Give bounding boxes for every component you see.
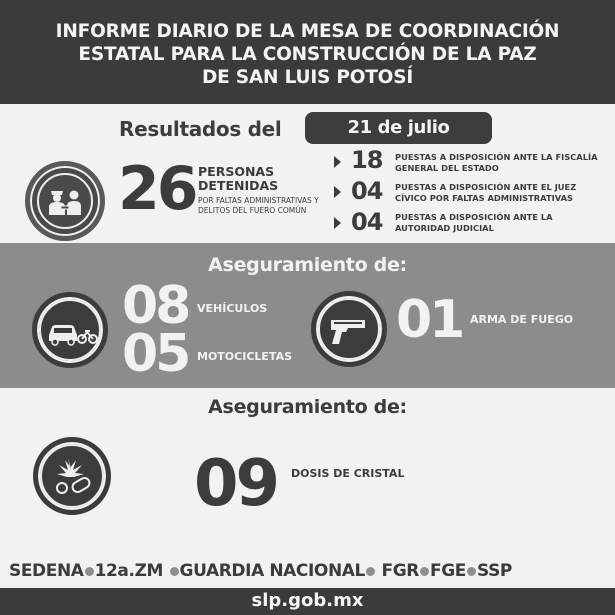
results-title: Resultados del xyxy=(119,117,282,141)
footer-url[interactable]: slp.gob.mx xyxy=(251,590,364,611)
firearm-count: 01 xyxy=(396,290,463,350)
agency-label: 12a.ZM xyxy=(94,561,164,581)
detained-label xyxy=(198,165,278,193)
agency-label: SEDENA xyxy=(9,561,84,581)
separator-dot xyxy=(85,567,94,576)
breakdown-number: 04 xyxy=(351,208,383,236)
separator-dot xyxy=(170,567,179,576)
results-section xyxy=(0,104,615,243)
agency-label: FGE xyxy=(430,561,466,581)
header-line-2: ESTATAL PARA LA CONSTRUCCIÓN DE LA PAZ xyxy=(78,44,537,65)
vehicles-label: VEHÍCULOS xyxy=(197,302,268,315)
doses-label: DOSIS DE CRISTAL xyxy=(291,467,405,480)
detained-label-line2: DETENIDAS xyxy=(198,178,279,193)
separator-dot xyxy=(366,567,375,576)
detained-label-line1: PERSONAS xyxy=(198,164,275,179)
breakdown-text: PUESTAS A DISPOSICIÓN ANTE LA FISCALÍA GENERAL DEL ESTADO xyxy=(395,152,598,173)
breakdown-text: PUESTAS A DISPOSICIÓN ANTE EL JUEZ CÍVICO POR FALTAS ADMINISTRATIVAS xyxy=(395,182,577,203)
header-line-3: DE SAN LUIS POTOSÍ xyxy=(201,67,414,88)
report-header xyxy=(0,0,615,104)
breakdown-number: 18 xyxy=(351,146,383,174)
car-motorcycle-icon xyxy=(32,292,108,368)
firearm-label: ARMA DE FUEGO xyxy=(470,313,574,326)
arrow-icon xyxy=(334,217,341,229)
breakdown-text: PUESTAS A DISPOSICIÓN ANTE LA AUTORIDAD JUDICIAL xyxy=(395,212,553,233)
motorcycles-count: 05 xyxy=(122,324,189,384)
drugs-icon xyxy=(33,437,111,515)
doses-count: 09 xyxy=(194,447,278,521)
arrow-icon xyxy=(334,156,341,168)
pistol-icon xyxy=(311,291,387,367)
seizure-section-1 xyxy=(0,243,615,388)
header-line-1: INFORME DIARIO DE LA MESA DE COORDINACIÓN xyxy=(55,21,560,42)
detained-count: 26 xyxy=(118,154,196,224)
vehicles-count: 08 xyxy=(122,276,189,336)
agencies-bar xyxy=(0,556,615,588)
agency-label: SSP xyxy=(476,561,512,581)
detained-note: POR FALTAS ADMINISTRATIVAS Y DELITOS DEL FUERO COMÚN xyxy=(198,196,319,215)
seizure-title: Aseguramiento de: xyxy=(208,396,407,418)
arrow-icon xyxy=(334,186,341,198)
seizure-title: Aseguramiento de: xyxy=(208,254,407,276)
breakdown-number: 04 xyxy=(351,177,383,205)
footer xyxy=(0,588,615,615)
motorcycles-label: MOTOCICLETAS xyxy=(197,350,292,363)
detained-person-icon xyxy=(25,161,105,241)
separator-dot xyxy=(420,567,429,576)
agency-label: FGR xyxy=(381,561,419,581)
agency-label: GUARDIA NACIONAL xyxy=(179,561,365,581)
date-badge: 21 de julio xyxy=(305,112,492,144)
seizure-section-2 xyxy=(0,388,615,556)
separator-dot xyxy=(467,567,476,576)
